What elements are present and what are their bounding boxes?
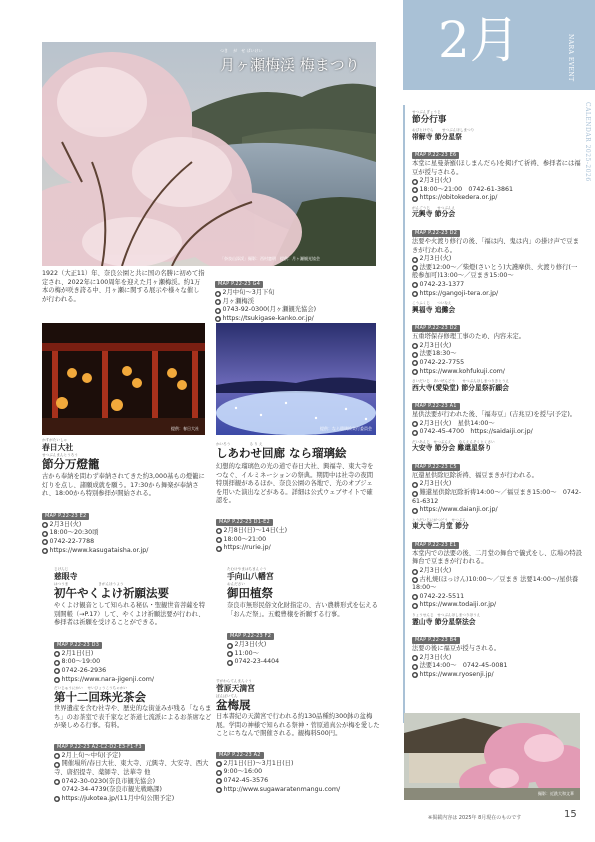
jigenji-title: 初午やくよけ祈願法要 — [54, 585, 169, 600]
item-ruby: がんごうじ せつぶんえ — [412, 205, 456, 210]
chakai-title: 第十二回珠光茶会 — [54, 689, 146, 704]
tamukeyama-venue: 手向山八幡宮 — [227, 571, 274, 581]
web-icon: ● — [217, 545, 221, 551]
hero-photo — [42, 42, 376, 266]
jigenji-ruby: じげんじ — [54, 567, 69, 571]
event-time: 8:00〜19:00 — [61, 658, 101, 666]
kasuga-photo — [42, 323, 205, 435]
rurie-section — [216, 438, 378, 553]
event-time: 9:00〜16:00 — [223, 768, 263, 776]
event-date: 2月8日(日)〜14日(土) — [223, 526, 288, 534]
item-ruby: おびとけでら せつぶんほしまつり — [412, 128, 475, 132]
event-tel: 0742-30-0230(奈良市観光協会) — [61, 777, 156, 785]
map-badge: MAP P.22-23 E1 — [412, 542, 459, 549]
hero-title: 月ヶ瀬梅渓 梅まつり — [220, 56, 360, 74]
calendar-icon: ● — [413, 343, 417, 349]
clock-icon: ● — [413, 490, 417, 496]
item-info-line — [412, 593, 582, 602]
map-badge: MAP P.22-23 C5 — [412, 464, 460, 471]
item-info-line — [412, 350, 582, 359]
item-info-text: https://www.kohfukuji.com/ — [419, 367, 505, 375]
group-title: 節分行事 — [412, 114, 447, 125]
item-info-text: https://obitokedera.or.jp/ — [419, 194, 498, 202]
item-info-text: https://www.daianji.or.jp/ — [419, 506, 498, 514]
item-description: 本堂に星曼荼羅(ほしまんだら)を掲げて祈祷、参拝者には福豆が授与される。 — [412, 160, 581, 176]
item-info-line[interactable] — [412, 194, 582, 203]
item-info-line — [412, 662, 582, 671]
item-info-text: 0742-23-1377 — [419, 280, 465, 288]
web-icon: ● — [413, 602, 417, 608]
item-description: 厄還星供除厄除祈祷、福豆まきが行われる。 — [412, 471, 538, 479]
item-info-line — [412, 264, 582, 281]
clock-icon: ● — [55, 659, 59, 665]
setsubun-column — [412, 110, 582, 679]
item-info-line[interactable] — [412, 506, 582, 515]
setsubun-item — [412, 301, 582, 376]
kasuga-description: 古から奉納を問わず奉納されてきた約3,000基もの燈籠に灯りを点し、諸願成就を願う。17:30から舞楽が奉納され、18:00から特別参拝が開始される。 — [42, 473, 205, 498]
side-label-nara-event: NARA EVENT — [567, 34, 574, 82]
event-date: 2月1日(日)〜3月1日(日) — [223, 759, 294, 767]
event-tel: 0743-92-0300(月ヶ瀬観光協会) — [222, 306, 317, 314]
calendar-icon: ● — [413, 421, 417, 427]
item-title: 帯解寺 節分星祭 — [412, 132, 462, 141]
kasuga-ruby: かすがたいしゃ — [42, 438, 68, 442]
side-label-calendar: CALENDAR 2025-2026 — [584, 102, 591, 182]
map-badge: MAP P.22-23 D2 — [412, 325, 460, 332]
hero-title-ruby: つき が せ ばいけい — [220, 48, 263, 53]
phone-icon: ● — [55, 779, 59, 785]
event-place: 月ヶ瀬梅渓 — [222, 297, 254, 305]
event-date: 2月1日(日) — [61, 649, 94, 657]
calendar-icon: ● — [55, 753, 59, 759]
hero-description: 1922（大正11）年、奈良公園と共に国の名勝に初めて指定され、2022年に100周年を迎えた月ヶ瀬梅渓。約1万本の梅が咲き誇る中、月ヶ瀬に関する展示や様々な催しが行われる。 — [42, 270, 205, 303]
event-url[interactable]: https://rurie.jp/ — [223, 544, 271, 552]
web-icon: ● — [55, 677, 59, 683]
baiten-title-ruby: ぼんばいてん — [216, 694, 238, 698]
event-tel: 0742-23-4404 — [234, 658, 280, 666]
footer-note: ※掲載内容は 2025年 8月現在のものです — [428, 815, 522, 821]
item-info-text: 2月3日(火) — [419, 567, 452, 575]
plum-temple-credit: 撮影：近鉄大和文華 — [538, 791, 574, 796]
calendar-icon: ● — [413, 568, 417, 574]
setsubun-list — [412, 128, 582, 679]
item-description: 星供法要が行われた後、「福寿豆」(吉兆豆)を授与(予定)。 — [412, 411, 577, 419]
chakai-title-ruby: だいじゅうにかい せいひょうこうちゃかい — [54, 686, 128, 690]
event-date: 2月3日(火) — [234, 641, 267, 649]
item-info-text: 2月3日(火) — [419, 177, 452, 185]
jigenji-venue: 慈眼寺 — [54, 571, 78, 581]
calendar-icon: ● — [43, 522, 47, 528]
baiten-section — [216, 679, 381, 794]
map-badge: MAP P.22-23 A2·C2·D2·E3·F1·F3 — [54, 744, 145, 751]
clock-icon: ● — [413, 187, 417, 193]
tamukeyama-description: 奈良市無形民俗文化財指定の、古い農耕形式を伝える「おんだ祭」。五穀豊穣を祈願する行事。 — [227, 602, 378, 618]
item-info-text: https://gangoji-tera.or.jp/ — [419, 289, 499, 297]
plum-valley-illustration — [42, 42, 376, 266]
setsubun-item — [412, 379, 582, 437]
phone-icon: ● — [413, 672, 417, 678]
event-url[interactable]: http://www.sugawaratenmangu.com/ — [223, 785, 341, 793]
kasuga-venue: 春日大社 — [42, 442, 74, 452]
web-icon: ● — [217, 787, 221, 793]
item-info-text: 0742-22-7755 — [419, 358, 465, 366]
clock-icon: ● — [413, 265, 417, 271]
item-info-line — [412, 177, 582, 186]
tamukeyama-title-ruby: おんださい — [227, 582, 245, 586]
phone-icon: ● — [43, 539, 47, 545]
event-place: 開催場所/春日大社、東大寺、元興寺、大安寺、西大寺、唐招提寺、薬師寺、法華寺 他 — [54, 760, 209, 776]
lantern-illustration — [42, 323, 205, 435]
baiten-title: 盆梅展 — [216, 697, 251, 712]
chakai-section — [54, 686, 214, 803]
web-icon: ● — [413, 369, 417, 374]
jigenji-title-ruby: はつうま きがんほうよう — [54, 582, 124, 586]
jigenji-description: やくよけ観音として知られる秘仏・聖観世音菩薩を特別開帳（→P.17）して、やくよけ祈願法要が行われ、参拝者は祈願を受けることができる。 — [54, 602, 206, 627]
event-url[interactable]: https://tsukigase-kanko.or.jp/ — [222, 314, 314, 322]
phone-icon: ● — [413, 594, 417, 600]
event-time: 18:00〜20:30頃 — [49, 529, 99, 537]
phone-icon: ● — [228, 659, 232, 665]
clock-icon: ● — [43, 530, 47, 536]
baiten-ruby: すがわらてんまんぐう — [216, 679, 252, 683]
event-tel-2: 0742-34-4739(奈良市観光戦略課) — [62, 786, 162, 794]
item-description: 本堂内での法要の後、二月堂の舞台で儀式をし、広場の特設舞台で豆まきが行われる。 — [412, 549, 583, 566]
setsubun-item — [412, 518, 582, 610]
item-title: 大安寺 節分会 難還星祭り — [412, 444, 492, 453]
kasuga-section — [42, 438, 207, 555]
calendar-icon: ● — [55, 651, 59, 657]
page-number: 15 — [564, 809, 577, 820]
item-info-line — [412, 654, 582, 663]
calendar-icon: ● — [413, 481, 417, 487]
item-ruby: こうふくじ ついなえ — [412, 301, 452, 306]
temple-plum-illustration — [404, 713, 580, 800]
map-badge: MAP P.22-23 E2 — [42, 513, 89, 520]
month-title: 2月 — [438, 11, 520, 69]
item-info-line — [412, 489, 582, 506]
hero-credit: 「奈良山添渓」撮影：西村憲明 提供：月ヶ瀬観光協会 — [220, 256, 320, 261]
event-date: 2月上旬〜中旬(予定) — [61, 751, 121, 759]
item-info-text: 18:00〜21:00 0742-61-3861 — [419, 185, 513, 193]
item-info-line[interactable] — [412, 290, 582, 299]
chakai-description: 世界遺産を含む社寺や、歴史的な街並みが残る「ならまち」のお茶室で表千家など茶道七流派によるお茶席などが楽しめる行事。有料。 — [54, 705, 212, 730]
map-badge: MAP P.22-23 E6 — [412, 152, 459, 159]
phone-icon: ● — [216, 307, 220, 313]
item-info-line — [412, 567, 582, 576]
tamukeyama-section — [227, 567, 379, 667]
clock-icon: ● — [228, 651, 232, 657]
map-badge: MAP P.22-23 D2 — [412, 230, 460, 237]
item-title: 霊山寺 節分星祭法会 — [412, 617, 476, 626]
clock-icon: ● — [217, 769, 221, 775]
setsubun-item — [412, 613, 582, 679]
phone-icon: ● — [413, 507, 417, 513]
web-icon: ● — [55, 796, 59, 802]
rurie-credit: 提供：なら瑠璃絵実行委員会 — [320, 426, 372, 431]
rurie-title-ruby: かいろう る り え — [216, 442, 263, 446]
clock-icon: ● — [413, 351, 417, 357]
item-ruby: とうだいじにがつどう せつぶん — [412, 517, 466, 522]
calendar-icon: ● — [413, 655, 417, 661]
item-info-text: 2月3日(火) — [419, 653, 452, 661]
baiten-description: 日本書紀の天満宮で行われる約130品種約300鉢の盆梅展。学問の神様で知られる祭神・菅原道真公が梅を愛したことにちなんで開催される。観梅料500円。 — [216, 713, 380, 738]
location-icon: ● — [216, 299, 220, 305]
item-description: 法要の後に福豆が授与される。 — [412, 645, 501, 652]
item-info-text: 2月3日(火) 星供14:00〜 — [419, 419, 495, 427]
item-description: 法要や火渡り修行の後、「福は内、鬼は内」の掛け声で豆まきが行われる。 — [412, 237, 579, 254]
item-info-text: 古札焼(ほっけん)10:00〜／豆まき 法要14:00〜/星供養18:00〜 — [412, 575, 579, 592]
illumination-illustration — [216, 323, 376, 435]
item-info-text: 法要12:00〜／柴燈(さいとう)大護摩供、火渡り修行(一般参加可)13:00〜／豆まき15:00〜 — [412, 263, 578, 280]
phone-icon: ● — [217, 778, 221, 784]
phone-icon: ● — [413, 282, 417, 288]
phone-icon: ● — [413, 195, 417, 201]
event-url[interactable]: https://www.nara-jigenji.com/ — [61, 675, 154, 683]
item-ruby: だいあんじ せつぶんえ なんえんそくとくさい — [412, 439, 495, 444]
group-title-ruby: せつぶんぎょうじ — [412, 110, 441, 114]
event-date: 2月中旬〜3月下旬 — [222, 289, 275, 296]
clock-icon: ● — [413, 577, 417, 583]
map-badge: MAP P.22-23 D3 — [54, 642, 102, 649]
item-ruby: さいだいじ あいぜんどう せつぶんほしまつりきとうえ — [412, 379, 510, 384]
item-info-line — [412, 255, 582, 264]
phone-icon: ● — [55, 668, 59, 674]
item-info-line — [412, 420, 582, 429]
event-time: 11:00〜 — [234, 649, 259, 657]
calendar-icon: ● — [217, 528, 221, 534]
item-info-text: 難還星供除厄除祈祷14:00〜／福豆まき15:00〜 0742-61-6312 — [412, 489, 582, 505]
map-badge: MAP P.22-23 F2 — [227, 633, 274, 640]
web-icon: ● — [43, 548, 47, 554]
map-badge: MAP P.22-23 A2 — [216, 752, 264, 759]
rurie-photo — [216, 323, 376, 435]
item-info-text: 法要14:00〜 0742-45-0081 — [419, 662, 508, 670]
tamukeyama-ruby: たむけやまはちまんぐう — [227, 567, 267, 571]
item-info-line — [412, 186, 582, 195]
item-info-text: 2月3日(火) — [419, 341, 452, 349]
calendar-icon: ● — [413, 256, 417, 262]
event-time: 18:00〜21:00 — [223, 535, 267, 543]
event-date: 2月3日(火) — [49, 520, 82, 528]
event-tel: 0742-22-7788 — [49, 537, 95, 545]
item-info-line — [412, 576, 582, 593]
event-tel: 0742-45-3576 — [223, 776, 269, 784]
item-info-line — [412, 359, 582, 368]
setsubun-item — [412, 128, 582, 203]
tamukeyama-title: 御田植祭 — [227, 585, 273, 600]
item-info-line[interactable] — [412, 428, 582, 437]
map-badge: MAP P.22-23 A1 — [412, 403, 460, 410]
calendar-icon: ● — [413, 178, 417, 184]
item-info-text: 法要18:30〜 — [419, 350, 457, 358]
web-icon: ● — [413, 291, 417, 297]
rurie-title: しあわせ回廊 なら瑠璃絵 — [216, 445, 347, 460]
map-badge: MAP P.22-23 B4 — [412, 637, 460, 644]
item-info-text: 2月3日(火) — [419, 255, 452, 263]
item-ruby: りょうせんじ せつぶんほしまつりほうえ — [412, 613, 481, 617]
item-title: 興福寺 追儺会 — [412, 305, 456, 314]
item-info-text: 0742-45-4700 https://saidaiji.or.jp/ — [419, 428, 533, 436]
item-title: 元興寺 節分会 — [412, 210, 456, 219]
rurie-description: 幻想的な瑠璃色の光の道で春日大社、興福寺、東大寺をつなぐ、イルミネーションの祭典。期間中は社寺の夜間特別拝観があるほか、奈良公園の各地で、光のオブジェを用いた演出などがある。詳細は公式ウェブサイトで確認を。 — [216, 463, 374, 505]
location-icon: ● — [55, 761, 59, 767]
kasuga-credit: 提供：春日大社 — [171, 426, 199, 431]
map-badge: MAP P.22-23 D1-E2 — [216, 519, 273, 526]
item-description: 五重塔保存修理工事のため、内容未定。 — [412, 333, 526, 341]
event-url[interactable]: https://jukotea.jp/(11月中旬公開予定) — [61, 794, 175, 802]
item-info-text: https://www.todaiji.or.jp/ — [419, 601, 497, 609]
clock-icon: ● — [217, 537, 221, 543]
event-url[interactable]: https://www.kasugataisha.or.jp/ — [49, 546, 149, 554]
item-info-line — [412, 480, 582, 489]
item-title: 東大寺二月堂 節分 — [412, 522, 469, 531]
map-badge: MAP P.22-23 G4 — [215, 281, 263, 288]
right-column-rule — [403, 105, 405, 723]
kasuga-title-ruby: せつぶんまんとうろう — [42, 453, 78, 457]
setsubun-item — [412, 206, 582, 298]
item-info-text: https://www.ryosenji.jp/ — [419, 670, 494, 678]
jigenji-section — [54, 567, 209, 684]
clock-icon: ● — [413, 429, 417, 435]
phone-icon: ● — [413, 360, 417, 366]
item-info-line — [412, 281, 582, 290]
setsubun-item — [412, 440, 582, 515]
item-info-line[interactable] — [412, 671, 582, 680]
item-info-line[interactable] — [412, 368, 582, 377]
event-tel: 0742-26-2936 — [61, 666, 107, 674]
item-info-text: 0742-22-5511 — [419, 592, 465, 600]
calendar-icon: ● — [217, 761, 221, 767]
plum-temple-photo — [404, 713, 580, 800]
item-info-line[interactable] — [412, 601, 582, 610]
item-title: 西大寺(愛染堂) 節分星祭祈願会 — [412, 383, 509, 392]
calendar-icon: ● — [216, 290, 220, 296]
calendar-icon: ● — [228, 642, 232, 648]
web-icon: ● — [216, 316, 220, 322]
hero-info — [215, 270, 380, 323]
clock-icon: ● — [413, 663, 417, 669]
kasuga-title: 節分万燈籠 — [42, 456, 100, 471]
baiten-venue: 菅原天満宮 — [216, 683, 255, 693]
item-info-text: 2月3日(火) — [419, 480, 452, 488]
